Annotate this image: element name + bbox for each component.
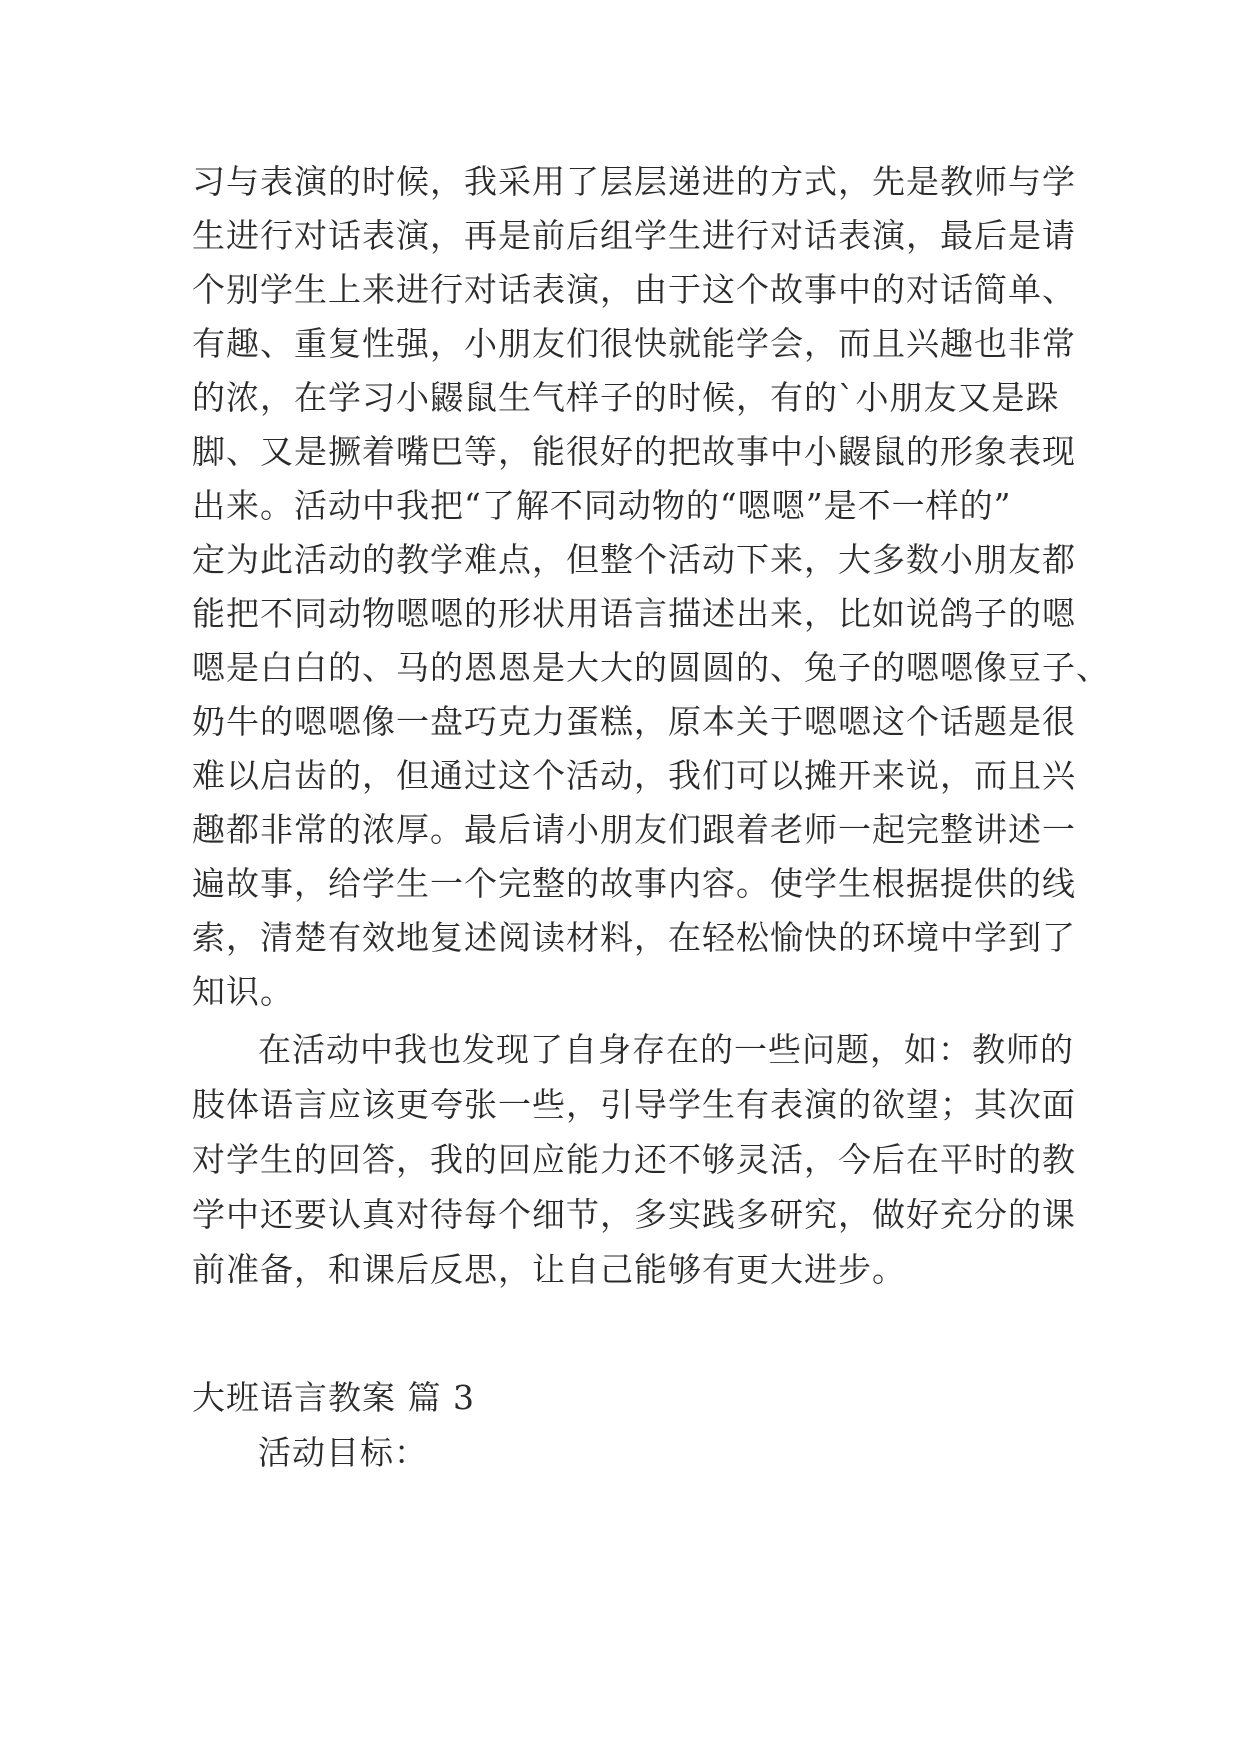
paragraph-1-line-14: 遍故事，给学生一个完整的故事内容。使学生根据提供的线 xyxy=(192,864,1076,903)
paragraph-1-line-1: 习与表演的时候，我采用了层层递进的方式，先是教师与学 xyxy=(192,162,1076,201)
paragraph-1-line-16: 知识。 xyxy=(192,972,294,1011)
paragraph-1-line-12: 难以启齿的，但通过这个活动，我们可以摊开来说，而且兴 xyxy=(192,756,1076,795)
paragraph-1-line-2: 生进行对话表演，再是前后组学生进行对话表演，最后是请 xyxy=(192,216,1076,255)
paragraph-1-line-3: 个别学生上来进行对话表演，由于这个故事中的对话简单、 xyxy=(192,270,1076,309)
paragraph-1-line-4: 有趣、重复性强，小朋友们很快就能学会，而且兴趣也非常 xyxy=(192,324,1076,363)
paragraph-2-line-3: 对学生的回答，我的回应能力还不够灵活，今后在平时的教 xyxy=(192,1140,1076,1179)
paragraph-1-line-13: 趣都非常的浓厚。最后请小朋友们跟着老师一起完整讲述一 xyxy=(192,810,1076,849)
paragraph-2-line-1: 在活动中我也发现了自身存在的一些问题，如：教师的 xyxy=(258,1030,1074,1069)
paragraph-1-line-9: 能把不同动物嗯嗯的形状用语言描述出来，比如说鸽子的嗯 xyxy=(192,594,1076,633)
paragraph-2-line-2: 肢体语言应该更夸张一些，引导学生有表演的欲望；其次面 xyxy=(192,1085,1076,1124)
paragraph-1-line-11: 奶牛的嗯嗯像一盘巧克力蛋糕，原本关于嗯嗯这个话题是很 xyxy=(192,702,1076,741)
subheading-activity-goals: 活动目标： xyxy=(258,1433,428,1472)
paragraph-2-line-4: 学中还要认真对待每个细节，多实践多研究，做好充分的课 xyxy=(192,1195,1076,1234)
paragraph-1-line-6: 脚、又是撅着嘴巴等，能很好的把故事中小鼹鼠的形象表现 xyxy=(192,432,1076,471)
paragraph-1-line-5: 的浓，在学习小鼹鼠生气样子的时候，有的`小朋友又是跺 xyxy=(192,378,1060,417)
section-heading: 大班语言教案 篇 3 xyxy=(192,1378,475,1417)
paragraph-1-line-7: 出来。活动中我把“了解不同动物的“嗯嗯”是不一样的” xyxy=(192,486,1012,525)
paragraph-2-line-5: 前准备，和课后反思，让自己能够有更大进步。 xyxy=(192,1250,906,1289)
paragraph-1-line-10: 嗯是白白的、马的恩恩是大大的圆圆的、兔子的嗯嗯像豆子、 xyxy=(192,648,1110,687)
paragraph-1-line-15: 索，清楚有效地复述阅读材料，在轻松愉快的环境中学到了 xyxy=(192,918,1076,957)
paragraph-1-line-8: 定为此活动的教学难点，但整个活动下来，大多数小朋友都 xyxy=(192,540,1076,579)
